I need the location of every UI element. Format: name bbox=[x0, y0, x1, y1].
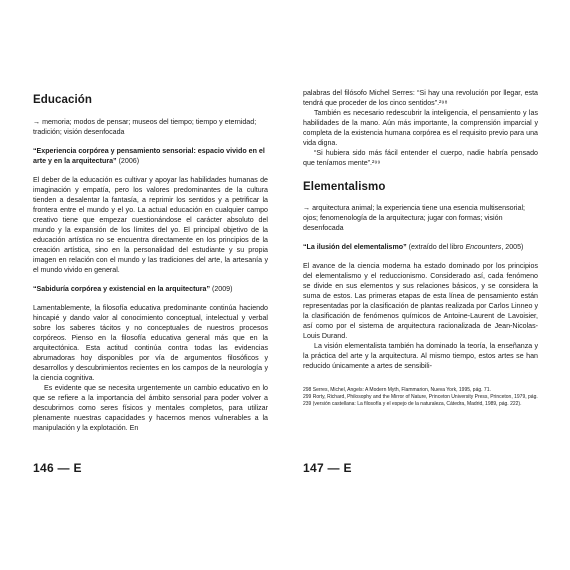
cross-reference-topics: → memoria; modos de pensar; museos del tiempo; tiempo y eternidad; tradición; visión desenfocada bbox=[33, 118, 257, 136]
excerpt-source-b: , 2005) bbox=[501, 243, 524, 251]
excerpt-title-text: “Sabiduría corpórea y existencial en la arquitectura” bbox=[33, 285, 211, 293]
paragraph: “Si hubiera sido más fácil entender el cuerpo, nadie habría pensado que teníamos mente”.²⁹⁹ bbox=[303, 149, 538, 167]
paragraph: El avance de la ciencia moderna ha estado dominado por los principios del elementalismo y el reduccionismo. Considerado así, cada fenómeno se divide en sus elementos y sus relaciones básicos, y se considera la suma de estos. Las primeras etapas de esta línea de pensamiento están representadas por la clasificación de plantas realizada por Carlos Linneo y la clasificación de fenómenos químicos de Antoine-Laurent de Lavoisier, así como por el sistema de arquitectura racionalizada de Jean-Nicolas-Louis Durand. bbox=[303, 262, 538, 340]
section-heading-elementalismo: Elementalismo bbox=[303, 181, 386, 193]
paragraph: El deber de la educación es cultivar y apoyar las habilidades humanas de imaginación y empatía, pero los valores predominantes de la cultura tienden a desalentar la fantasía, a reprimir los sentidos y a petrificar la frontera entre el mundo y el yo. La actual educación en cualquier campo creativo tiene que empezar cuestionándose el carácter absoluto del mundo y la expansión de los límites del yo. El principal objetivo de la educación artística no se encuentra directamente en los principios de la creación artística, sino en la personalidad del estudiante y su propia imagen en relación con el mundo y las tradiciones del arte, la artesanía y el mundo vivido en general. bbox=[33, 176, 268, 274]
excerpt-title-2 bbox=[33, 284, 268, 294]
excerpt-title-1 bbox=[33, 146, 268, 166]
page-number-left: 146 — E bbox=[33, 461, 82, 475]
page-number-right: 147 — E bbox=[303, 461, 352, 475]
paragraph: También es necesario redescubrir la inteligencia, el pensamiento y las habilidades de la mano. Aún más importante, la comprensión imparcial y completa de la existencia humana corpórea es el requisito previo para una vida digna. bbox=[303, 109, 538, 147]
paragraph: palabras del filósofo Michel Serres: “Si hay una revolución por llegar, esta tendrá que proceder de los cinco sentidos”.²⁹⁸ bbox=[303, 89, 538, 107]
footnotes bbox=[303, 387, 538, 408]
excerpt-source-a: (extraído del libro bbox=[406, 243, 466, 251]
excerpt-title-text: “La ilusión del elementalismo” bbox=[303, 243, 407, 251]
left-page bbox=[33, 88, 268, 433]
excerpt-year: (2009) bbox=[210, 285, 233, 293]
paragraph: Lamentablemente, la filosofía educativa predominante continúa haciendo hincapié y dando valor al conocimiento conceptual, intelectual y verbal sobre los saberes tácitos y no conceptuales de nuestros procesos corpóreos. Pienso en la filosofía educativa general más que en la arquitectónica. Esta actitud continúa contra todas las evidencias abrumadoras hoy disponibles por vía de argumentos filosóficos y desarrollos y descubrimientos recientes en los campos de la neurología y la ciencia cognitiva. bbox=[33, 304, 268, 382]
excerpt-title-text: “Experiencia corpórea y pensamiento sensorial: espacio vivido en el arte y en la arquitectura” bbox=[33, 147, 265, 165]
excerpt-year: (2006) bbox=[116, 157, 140, 165]
paragraph: Es evidente que se necesita urgentemente un cambio educativo en lo que se refiere a la importancia del ámbito sensorial para poder volver a descubrirnos como seres físicos y mentales completos, para utilizar plenamente nuestras capacidades y hacernos menos vulnerables a la manipulación y la explotación. En bbox=[33, 384, 268, 432]
excerpt-book-title: Encounters bbox=[465, 243, 502, 251]
cross-reference-topics: → arquitectura animal; la experiencia tiene una esencia multisensorial; ojos; fenomenología de la arquitectura; jugar con formas; visión desenfocada bbox=[303, 204, 525, 232]
section-heading-educacion: Educación bbox=[33, 94, 93, 106]
footnote: 298 Serres, Michel, Angels: A Modern Myth, Flammarion, Nueva York, 1995, pág. 71. bbox=[303, 387, 491, 393]
paragraph: La visión elementalista también ha dominado la teoría, la enseñanza y la práctica del arte y la arquitectura. Al mismo tiempo, estos artes se han reducido únicamente a artes de sensibili- bbox=[303, 342, 538, 370]
footnote: 299 Rorty, Richard, Philosophy and the Mirror of Nature, Princeton University Press, Princeton, 1979, pág. 239 (versión castellana: La filosofía y el espejo de la naturaleza, Cátedra, Madrid, 1989, pág. 222). bbox=[303, 394, 538, 407]
right-page bbox=[303, 88, 538, 408]
excerpt-title-1 bbox=[303, 242, 538, 252]
